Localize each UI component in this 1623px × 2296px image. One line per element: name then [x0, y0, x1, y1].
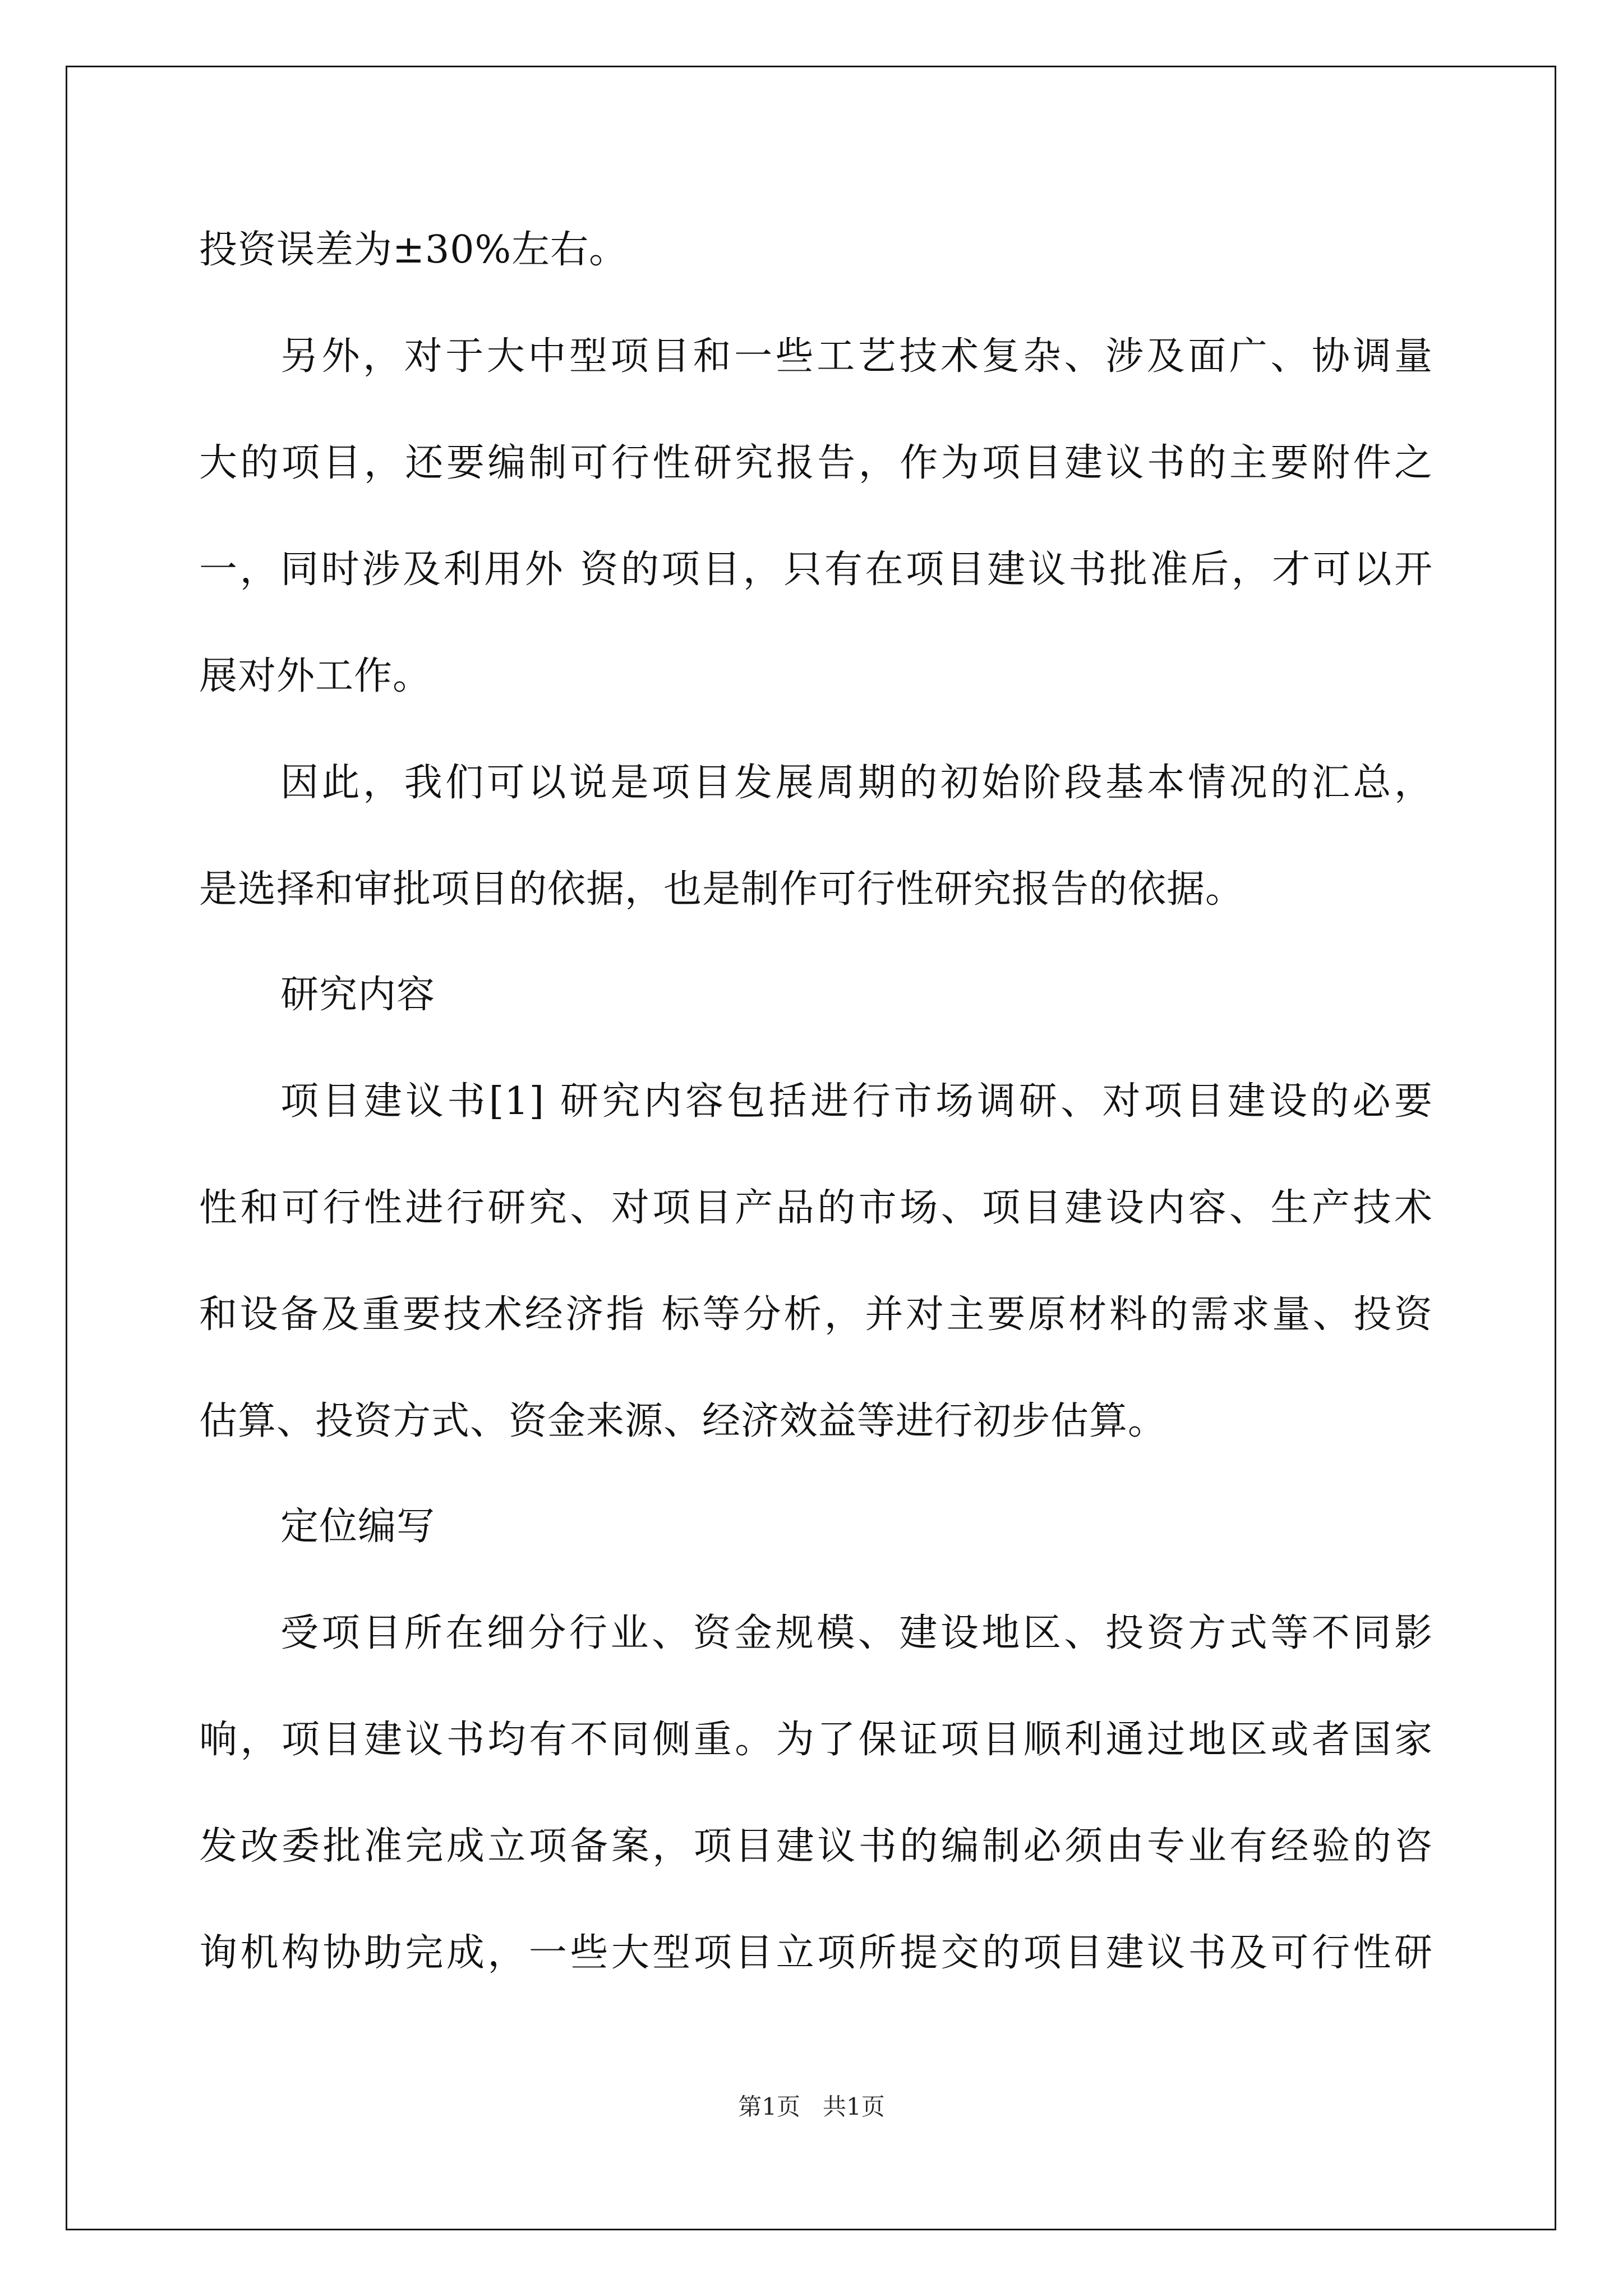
text-line: 展对外工作。: [199, 654, 432, 698]
text-line: 性和可行性进行研究、对项目产品的市场、项目建设内容、生产技术: [199, 1186, 1433, 1230]
text-line: 响，项目建议书均有不同侧重。为了保证项目顺利通过地区或者国家: [199, 1718, 1433, 1762]
text-line: 是选择和审批项目的依据，也是制作可行性研究报告的依据。: [199, 867, 1244, 912]
paragraph-first-line: 因此，我们可以说是项目发展周期的初始阶段基本情况的汇总，: [280, 761, 1433, 805]
text-line: 和设备及重要技术经济指 标等分析，并对主要原材料的需求量、投资: [199, 1292, 1433, 1337]
paragraph-first-line: 受项目所在细分行业、资金规模、建设地区、投资方式等不同影: [280, 1611, 1433, 1655]
page-border: [66, 66, 1556, 2230]
section-heading: 研究内容: [280, 973, 436, 1017]
text-line: 询机构协助完成，一些大型项目立项所提交的项目建议书及可行性研: [199, 1931, 1433, 1975]
text-line: 投资误差为±30%左右。: [199, 228, 628, 272]
section-heading: 定位编写: [280, 1504, 436, 1549]
text-line: 大的项目，还要编制可行性研究报告，作为项目建议书的主要附件之: [199, 441, 1433, 485]
text-line: 发改委批准完成立项备案，项目建议书的编制必须由专业有经验的咨: [199, 1824, 1433, 1869]
text-line: 估算、投资方式、资金来源、经济效益等进行初步估算。: [199, 1399, 1167, 1443]
text-line: 一，同时涉及利用外 资的项目，只有在项目建议书批准后，才可以开: [199, 547, 1433, 592]
paragraph-first-line: 另外，对于大中型项目和一些工艺技术复杂、涉及面广、协调量: [280, 334, 1433, 379]
page-footer: 第1页 共1页: [738, 2093, 885, 2120]
paragraph-first-line: 项目建议书[1] 研究内容包括进行市场调研、对项目建设的必要: [280, 1079, 1433, 1124]
